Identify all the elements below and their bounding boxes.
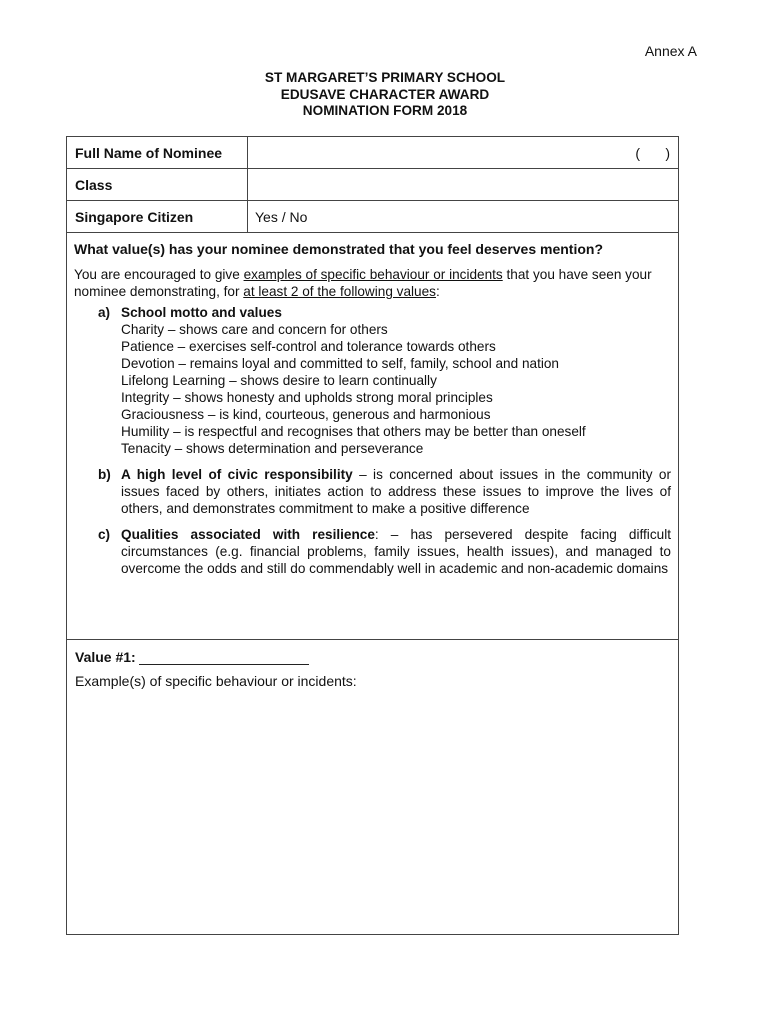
item-marker: a) — [98, 305, 111, 320]
name-label: Full Name of Nominee — [75, 145, 223, 161]
values-question: What value(s) has your nominee demonstrated that you feel deserves mention? — [74, 241, 604, 257]
award-name: EDUSAVE CHARACTER AWARD — [280, 86, 490, 102]
intro-underline-1: examples of specific behaviour or incidents — [243, 267, 503, 282]
item-marker: c) — [98, 527, 111, 542]
motto-value: Charity – shows care and concern for others — [121, 322, 388, 337]
value-input-line[interactable] — [139, 651, 309, 665]
example-label: Example(s) of specific behaviour or incidents: — [75, 673, 357, 689]
citizen-yes-no-field[interactable]: Yes / No — [255, 209, 308, 225]
resilience-title: Qualities associated with resilience — [121, 527, 375, 542]
motto-value: Graciousness – is kind, courteous, generous and harmonious — [121, 407, 491, 422]
class-row — [67, 169, 678, 201]
values-intro — [74, 267, 671, 300]
value-item-c — [74, 526, 671, 577]
motto-value: Patience – exercises self-control and tolerance towards others — [121, 339, 496, 354]
value-item-a — [74, 304, 671, 457]
form-heading — [0, 70, 770, 120]
example-input-area[interactable] — [75, 697, 670, 926]
motto-value: Lifelong Learning – shows desire to learn continually — [121, 373, 437, 388]
motto-value: Integrity – shows honesty and upholds strong moral principles — [121, 390, 493, 405]
civic-title: A high level of civic responsibility — [121, 467, 353, 482]
column-divider — [247, 137, 248, 168]
citizen-row — [67, 201, 678, 233]
motto-value: Humility – is respectful and recognises that others may be better than oneself — [121, 424, 586, 439]
value-block — [75, 649, 670, 689]
intro-underline-2: at least 2 of the following values — [243, 283, 436, 299]
school-name: ST MARGARET’S PRIMARY SCHOOL — [264, 70, 506, 85]
values-list — [74, 304, 671, 577]
motto-value: Tenacity – shows determination and perseverance — [121, 441, 424, 456]
intro-text: that you have seen your nominee demonstrating, for — [74, 267, 652, 299]
paren-open: ( — [635, 145, 640, 161]
motto-value: Devotion – remains loyal and committed to self, family, school and nation — [121, 356, 559, 371]
class-input-field[interactable] — [248, 169, 678, 200]
class-label: Class — [75, 177, 113, 193]
school-motto-title: School motto and values — [121, 305, 282, 320]
item-marker: b) — [98, 467, 111, 482]
name-input-field[interactable] — [635, 145, 670, 161]
intro-text: You are encouraged to give — [74, 267, 244, 282]
intro-text: : — [435, 283, 440, 299]
civic-description: – is concerned about issues in the community or issues faced by others, initiates action to address these issues to improve the lives of others, and demonstrates commitment to make a positive difference — [121, 467, 671, 516]
name-row — [67, 137, 678, 169]
nomination-form — [66, 136, 679, 935]
form-title: NOMINATION FORM 2018 — [302, 103, 468, 118]
column-divider — [247, 201, 248, 232]
resilience-description: : – has persevered despite facing difficult circumstances (e.g. financial problems, family issues, health issues), and managed to overcome the odds and still do commendably well in academic and non-academic domains — [121, 527, 671, 576]
value-item-b — [74, 466, 671, 517]
values-section — [67, 233, 678, 640]
paren-close: ) — [665, 145, 670, 161]
citizen-label: Singapore Citizen — [75, 209, 194, 225]
annex-label: Annex A — [644, 43, 697, 59]
value-label: Value #1: — [75, 649, 136, 665]
